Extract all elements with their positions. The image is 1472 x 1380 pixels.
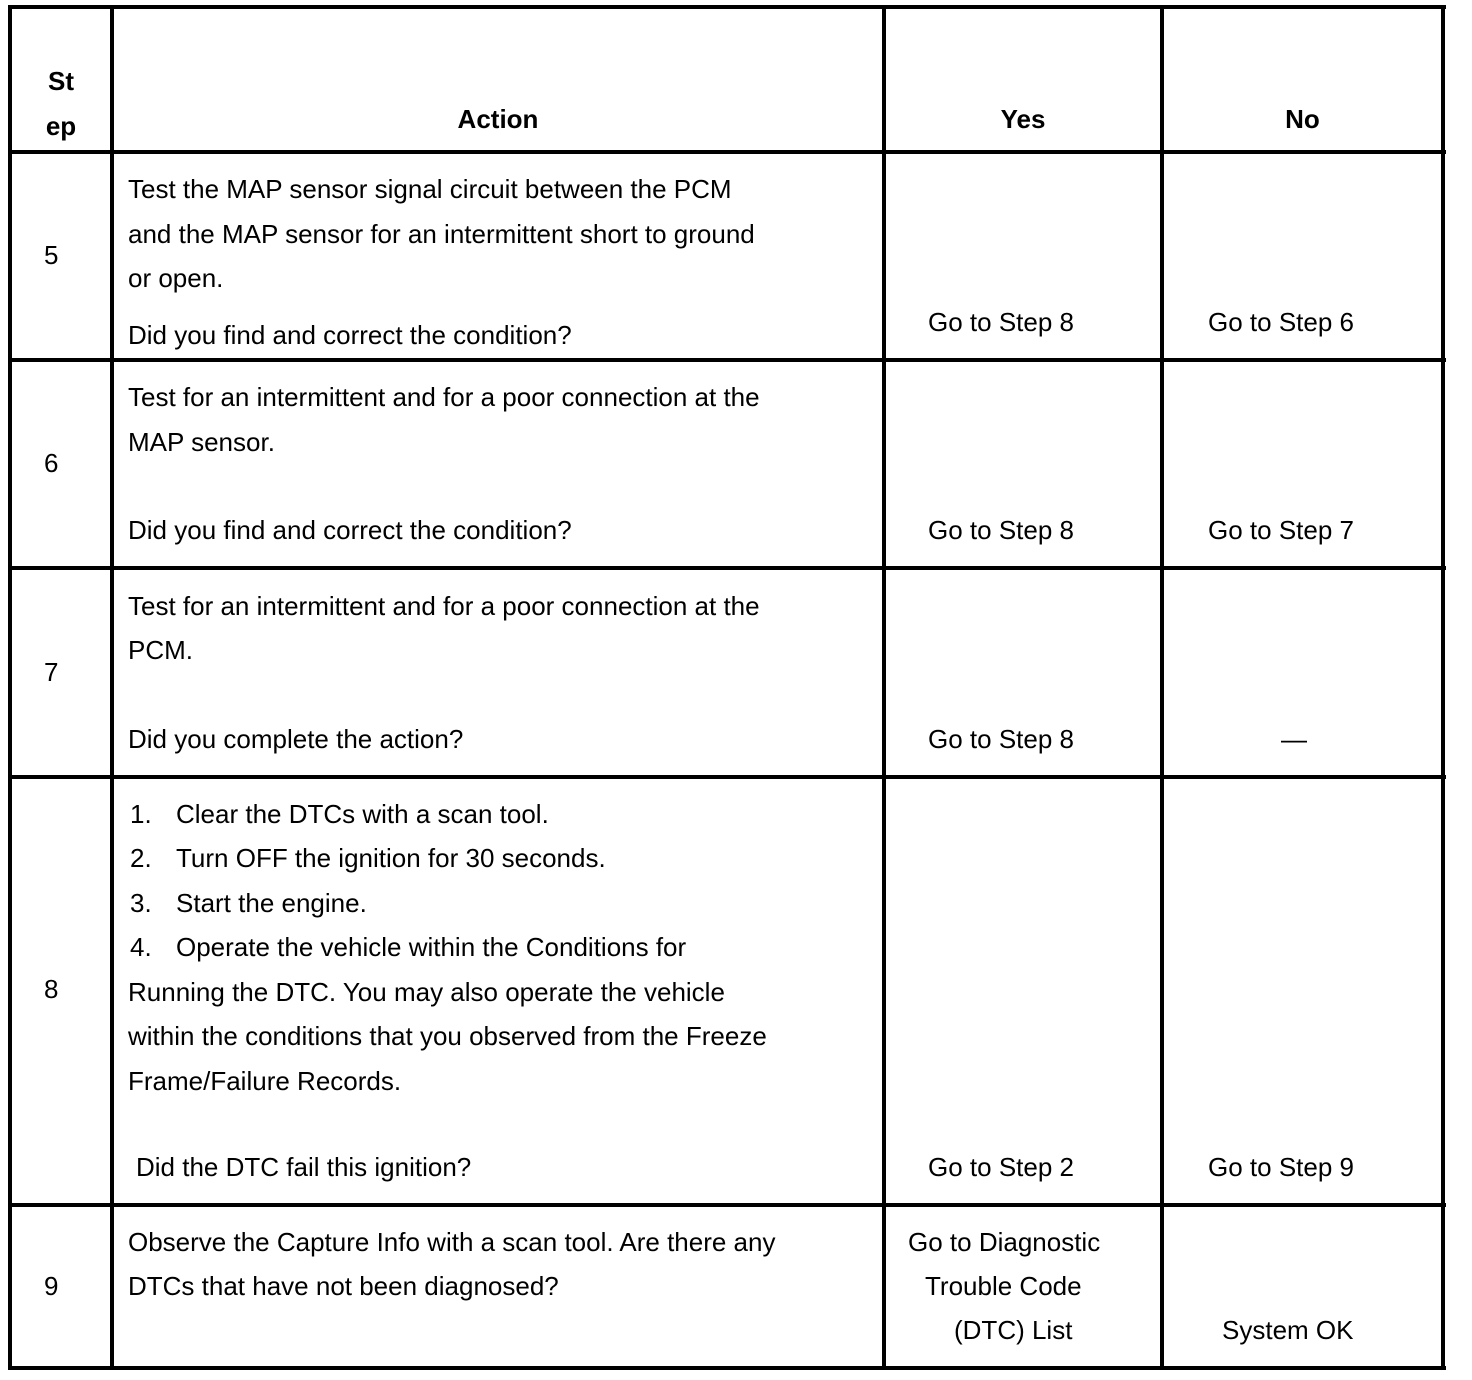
no-result: System OK [1222, 1315, 1354, 1345]
action-question: Did you find and correct the condition? [128, 320, 572, 350]
list-item-number: 2. [130, 843, 152, 873]
column-divider [110, 5, 114, 1370]
no-result: — [1281, 724, 1307, 754]
row-divider [8, 566, 1446, 570]
yes-result: Go to Diagnostic [908, 1227, 1101, 1257]
action-text: within the conditions that you observed from the Freeze [128, 1021, 767, 1051]
action-text: Frame/Failure Records. [128, 1066, 402, 1096]
column-divider [882, 5, 886, 1370]
action-text: Observe the Capture Info with a scan tool. Are there any [128, 1227, 776, 1257]
row-divider [8, 1203, 1446, 1207]
list-item-text: Clear the DTCs with a scan tool. [176, 799, 549, 829]
yes-result: (DTC) List [954, 1315, 1073, 1345]
header-no: No [1285, 104, 1320, 134]
table-border-right [1441, 5, 1445, 1370]
action-text: DTCs that have not been diagnosed? [128, 1271, 559, 1301]
action-text: Test the MAP sensor signal circuit between the PCM [128, 174, 732, 204]
list-item-number: 3. [130, 888, 152, 918]
list-item-text: Turn OFF the ignition for 30 seconds. [176, 843, 606, 873]
table-border-bottom [8, 1366, 1446, 1370]
column-divider [1160, 5, 1164, 1370]
action-text: Running the DTC. You may also operate the vehicle [128, 977, 725, 1007]
header-yes: Yes [1000, 104, 1046, 134]
header-step: St ep [45, 66, 77, 141]
yes-result: Go to Step 8 [928, 515, 1074, 545]
table-border-left [8, 5, 12, 1370]
action-text: PCM. [128, 635, 193, 665]
no-result: Go to Step 6 [1208, 307, 1354, 337]
step-number: 7 [44, 657, 59, 687]
action-text: Test for an intermittent and for a poor connection at the [128, 382, 760, 412]
action-text: Test for an intermittent and for a poor connection at the [128, 591, 760, 621]
action-text: MAP sensor. [128, 427, 275, 457]
row-divider [8, 358, 1446, 362]
step-number: 6 [44, 448, 59, 478]
action-question: Did you find and correct the condition? [128, 515, 572, 545]
no-result: Go to Step 9 [1208, 1152, 1354, 1182]
header-action: Action [457, 104, 539, 134]
no-result: Go to Step 7 [1208, 515, 1354, 545]
step-number: 5 [44, 240, 59, 270]
step-number: 8 [44, 974, 59, 1004]
yes-result: Go to Step 8 [928, 724, 1074, 754]
action-text: or open. [128, 263, 224, 293]
list-item-text: Operate the vehicle within the Conditions for [176, 932, 687, 962]
yes-result: Go to Step 2 [928, 1152, 1074, 1182]
action-question: Did you complete the action? [128, 724, 464, 754]
row-divider [8, 775, 1446, 779]
list-item-number: 1. [130, 799, 152, 829]
list-item-number: 4. [130, 932, 152, 962]
header-divider [8, 150, 1446, 154]
action-question: Did the DTC fail this ignition? [136, 1152, 472, 1182]
yes-result: Go to Step 8 [928, 307, 1074, 337]
yes-result: Trouble Code [925, 1271, 1082, 1301]
step-number: 9 [44, 1271, 59, 1301]
table-border-top [8, 5, 1446, 9]
list-item-text: Start the engine. [176, 888, 367, 918]
action-text: and the MAP sensor for an intermittent short to ground [128, 219, 755, 249]
